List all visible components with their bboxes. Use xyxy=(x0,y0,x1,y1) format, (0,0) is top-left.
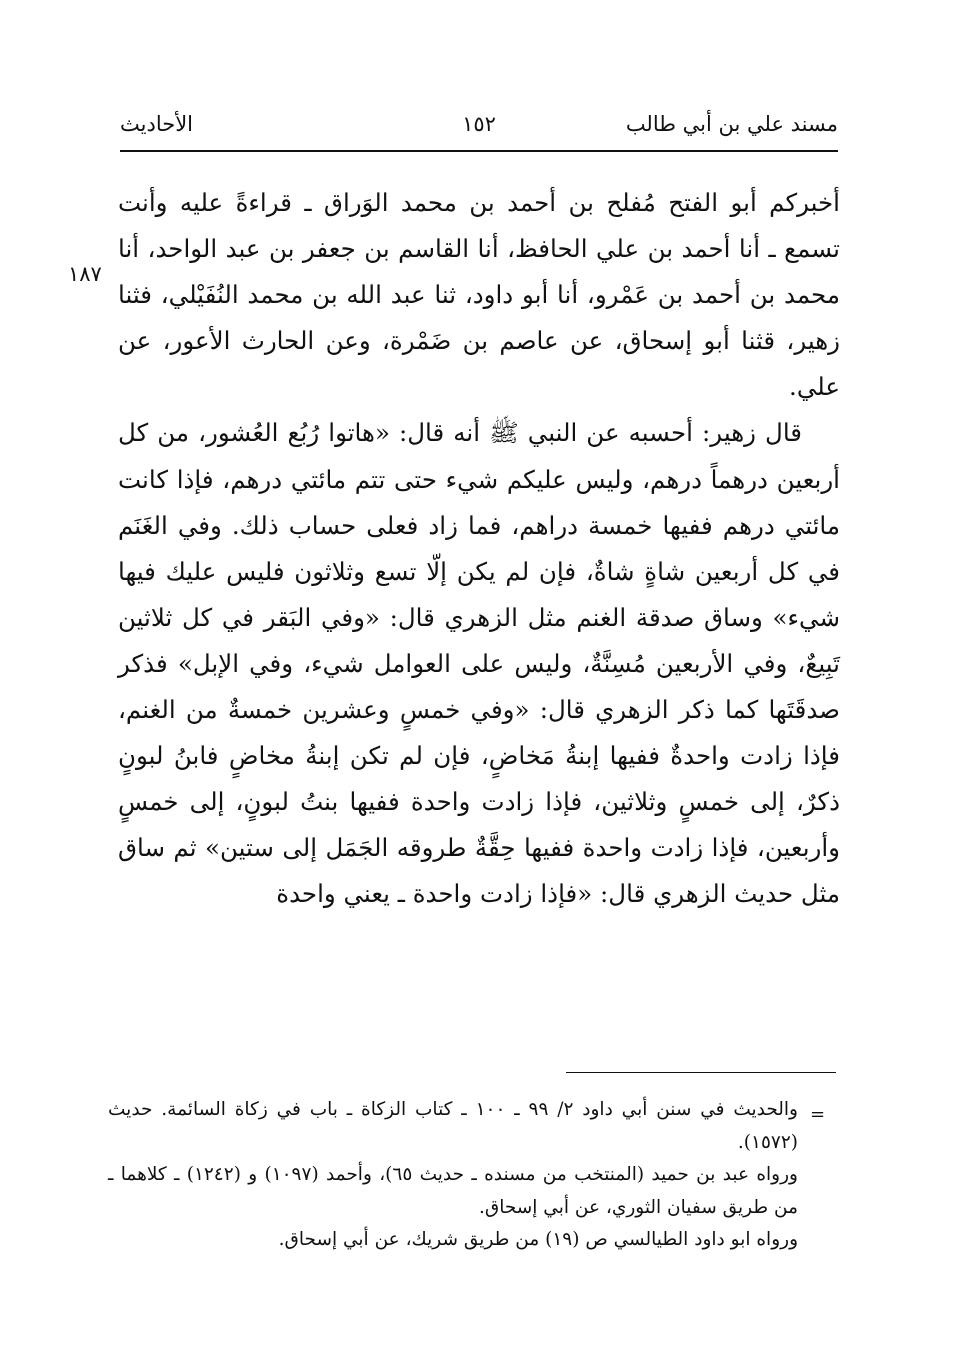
footnote-divider xyxy=(566,1072,836,1073)
footnote-line: ورواه ابو داود الطيالسي ص (١٩) من طريق شريك، عن أبي إسحاق. xyxy=(278,1229,798,1250)
isnad-paragraph: أخبركم أبو الفتح مُفلح بن أحمد بن محمد الوَراق ـ قراءةً عليه وأنت تسمع ـ أنا أحمد بن علي الحافظ، أنا القاسم بن جعفر بن عبد الواحد، أنا محمد بن أحمد بن عَمْرو، أنا أبو داود، ثنا عبد الله بن محمد النُفَيْلي، فثنا زهير، قثنا أبو إسحاق، عن عاصم بن ضَمْرة، وعن الحارث الأعور، عن علي. xyxy=(118,188,840,402)
page-number: ١٥٢ xyxy=(462,112,496,136)
page-header xyxy=(120,112,838,146)
section-title: الأحاديث xyxy=(120,112,194,136)
footnote-line: والحديث في سنن أبي داود ٢/ ٩٩ ـ ١٠٠ ـ كتاب الزكاة ـ باب في زكاة السائمة. حديث (١٥٧٢). xyxy=(108,1099,798,1153)
book-title: مسند علي بن أبي طالب xyxy=(625,112,838,136)
matn-paragraph: قال زهير: أحسبه عن النبي ﷺ أنه قال: «هاتوا رُبُع العُشور، من كل أربعين درهماً درهم، وليس عليكم شيء حتى تتم مائتي درهم، فإذا كانت مائتي درهم ففيها خمسة دراهم، فما زاد فعلى حساب ذلك. وفي الغَنَم في كل أربعين شاةٍ شاةٌ، فإن لم يكن إلّا تسع وثلاثون فليس عليك فيها شيء» وساق صدقة الغنم مثل الزهري قال: «وفي البَقر في كل ثلاثين تَبِيعٌ، وفي الأربعين مُسِنَّةٌ، وليس على العوامل شيء، وفي الإبل» فذكر صدقَتَها كما ذكر الزهري قال: «وفي خمسٍ وعشرين خمسةٌ من الغنم، فإذا زادت واحدةٌ ففيها إبنةُ مَخاضٍ، فإن لم تكن إبنةُ مخاضٍ فابنُ لبونٍ ذكرٌ، إلى خمسٍ وثلاثين، فإذا زادت واحدة ففيها بنتُ لبونٍ، إلى خمسٍ وأربعين، فإذا زادت واحدة ففيها حِقَّةٌ طروقه الجَمَل إلى ستين» ثم ساق مثل حديث الزهري قال: «فإذا زادت واحدة ـ يعني واحدة xyxy=(118,418,840,909)
hadith-number: ١٨٧ xyxy=(68,262,102,286)
main-text xyxy=(118,180,840,918)
footnotes xyxy=(108,1094,798,1257)
header-divider xyxy=(120,150,838,152)
footnote-continuation-marker: = xyxy=(810,1104,826,1125)
footnote-line: ورواه عبد بن حميد (المنتخب من مسنده ـ حديث ٦٥)، وأحمد (١٠٩٧) و (١٢٤٢) ـ كلاهما ـ من طريق سفيان الثوري، عن أبي إسحاق. xyxy=(108,1164,798,1218)
